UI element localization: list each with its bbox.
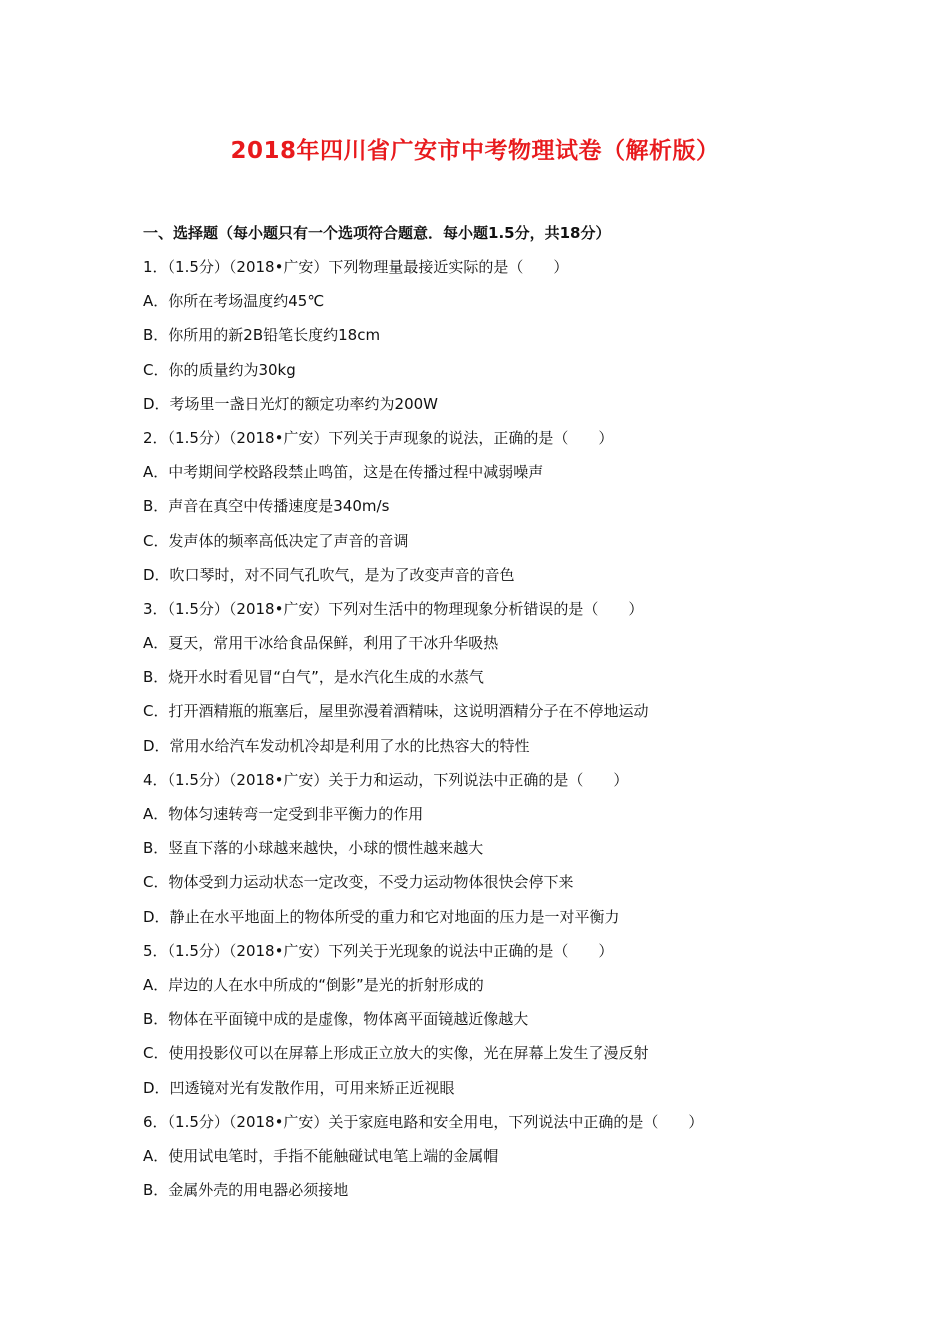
option-a: A．物体匀速转弯一定受到非平衡力的作用 [143,805,424,823]
question-stem: 2．（1.5分）（2018•广安）下列关于声现象的说法，正确的是（ ） [143,428,614,447]
option-a: A．岸边的人在水中所成的“倒影”是光的折射形成的 [143,975,484,994]
question-stem: 6．（1.5分）（2018•广安）关于家庭电路和安全用电，下列说法中正确的是（ ） [143,1112,704,1131]
question-section [143,222,843,1213]
option-c: C．打开酒精瓶的瓶塞后，屋里弥漫着酒精味，这说明酒精分子在不停地运动 [143,702,649,721]
question-stem: 1．（1.5分）（2018•广安）下列物理量最接近实际的是（ ） [143,258,569,276]
option-c: C．物体受到力运动状态一定改变，不受力运动物体很快会停下来 [143,873,574,892]
option-a: A．使用试电笔时，手指不能触碰试电笔上端的金属帽 [143,1146,499,1165]
option-d: D．静止在水平地面上的物体所受的重力和它对地面的压力是一对平衡力 [143,907,620,926]
option-c: C．使用投影仪可以在屏幕上形成正立放大的实像，光在屏幕上发生了漫反射 [143,1044,649,1063]
option-d: D．吹口琴时，对不同气孔吹气，是为了改变声音的音色 [143,565,515,584]
document-title: 2018年四川省广安市中考物理试卷（解析版） [230,138,720,164]
section-heading: 一、选择题（每小题只有一个选项符合题意．每小题1.5分，共18分） [143,224,611,242]
option-d: D．常用水给汽车发动机冷却是利用了水的比热容大的特性 [143,736,530,755]
option-b: B．你所用的新2B铅笔长度约18cm [143,326,381,345]
question-1 [143,256,843,415]
option-d: D．凹透镜对光有发散作用，可用来矫正近视眼 [143,1078,455,1097]
question-stem: 4．（1.5分）（2018•广安）关于力和运动，下列说法中正确的是（ ） [143,770,629,789]
option-b: B．金属外壳的用电器必须接地 [143,1181,349,1200]
option-a: A．中考期间学校路段禁止鸣笛，这是在传播过程中减弱噪声 [143,463,544,482]
question-5 [143,940,843,1099]
question-4 [143,769,843,928]
option-b: B．烧开水时看见冒“白气”，是水汽化生成的水蒸气 [143,668,484,687]
option-a: A．夏天，常用干冰给食品保鲜，利用了干冰升华吸热 [143,634,499,653]
question-stem: 3．（1.5分）（2018•广安）下列对生活中的物理现象分析错误的是（ ） [143,599,644,618]
option-b: B．物体在平面镜中成的是虚像，物体离平面镜越近像越大 [143,1010,529,1029]
option-b: B．竖直下落的小球越来越快，小球的惯性越来越大 [143,839,484,858]
option-c: C．发声体的频率高低决定了声音的音调 [143,531,409,550]
question-6 [143,1111,843,1201]
option-a: A．你所在考场温度约45℃ [143,292,325,311]
option-c: C．你的质量约为30kg [143,360,296,379]
question-stem: 5．（1.5分）（2018•广安）下列关于光现象的说法中正确的是（ ） [143,941,614,960]
question-3 [143,598,843,757]
question-2 [143,427,843,586]
option-b: B．声音在真空中传播速度是340m/s [143,497,390,516]
option-d: D．考场里一盏日光灯的额定功率约为200W [143,394,439,413]
